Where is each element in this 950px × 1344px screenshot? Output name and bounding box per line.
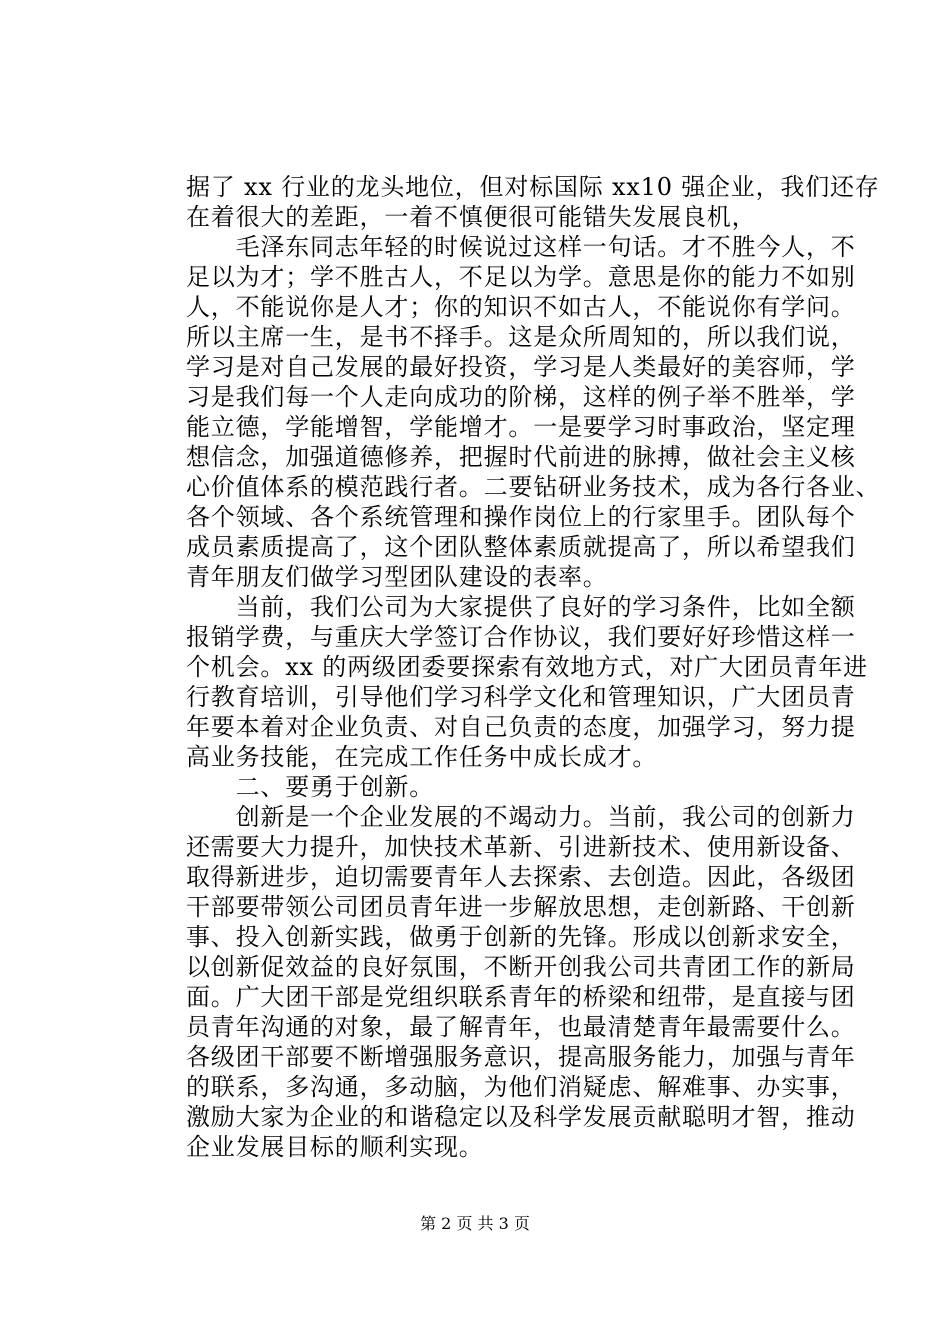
text-line: 成员素质提高了，这个团队整体素质就提高了，所以希望我们 — [186, 533, 856, 561]
text-line: 足以为才；学不胜古人，不足以为学。意思是你的能力不如别 — [186, 263, 856, 291]
text-line: 习是我们每一个人走向成功的阶梯，这样的例子举不胜举，学 — [186, 383, 856, 411]
text-line: 想信念，加强道德修养，把握时代前进的脉搏，做社会主义核 — [186, 443, 856, 471]
text-line: 行教育培训，引导他们学习科学文化和管理知识，广大团员青 — [186, 683, 856, 711]
text-line: 面。广大团干部是党组织联系青年的桥梁和纽带，是直接与团 — [186, 983, 856, 1011]
text-line: 还需要大力提升，加快技术革新、引进新技术、使用新设备、 — [186, 833, 856, 861]
text-line: 取得新进步，迫切需要青年人去探索、去创造。因此，各级团 — [186, 863, 856, 891]
text-line: 人，不能说你是人才；你的知识不如古人，不能说你有学问。 — [186, 293, 856, 321]
text-line: 干部要带领公司团员青年进一步解放思想，走创新路、干创新 — [186, 893, 856, 921]
text-line: 各个领域、各个系统管理和操作岗位上的行家里手。团队每个 — [186, 503, 856, 531]
text-line: 当前，我们公司为大家提供了良好的学习条件，比如全额 — [186, 593, 856, 621]
section-heading: 二、要勇于创新。 — [186, 773, 434, 801]
body-text — [186, 172, 881, 1162]
text-line: 高业务技能，在完成工作任务中成长成才。 — [186, 743, 658, 771]
text-line: 报销学费，与重庆大学签订合作协议，我们要好好珍惜这样一 — [186, 623, 856, 651]
text-line: 个机会。xx 的两级团委要探索有效地方式，对广大团员青年进 — [186, 653, 868, 681]
text-line: 青年朋友们做学习型团队建设的表率。 — [186, 563, 608, 591]
text-line: 事、投入创新实践，做勇于创新的先锋。形成以创新求安全， — [186, 923, 856, 951]
text-line: 年要本着对企业负责、对自己负责的态度，加强学习，努力提 — [186, 713, 856, 741]
text-line: 毛泽东同志年轻的时候说过这样一句话。才不胜今人，不 — [186, 233, 856, 261]
text-line: 员青年沟通的对象，最了解青年，也最清楚青年最需要什么。 — [186, 1013, 856, 1041]
text-line: 的联系，多沟通，多动脑，为他们消疑虑、解难事、办实事， — [186, 1073, 856, 1101]
text-line: 激励大家为企业的和谐稳定以及科学发展贡献聪明才智，推动 — [186, 1103, 856, 1131]
text-line: 各级团干部要不断增强服务意识，提高服务能力，加强与青年 — [186, 1043, 856, 1071]
text-line: 以创新促效益的良好氛围，不断开创我公司共青团工作的新局 — [186, 953, 856, 981]
text-line: 心价值体系的模范践行者。二要钻研业务技术，成为各行各业、 — [186, 473, 881, 501]
text-line: 创新是一个企业发展的不竭动力。当前，我公司的创新力 — [186, 803, 856, 831]
text-line: 在着很大的差距，一着不慎便很可能错失发展良机， — [186, 203, 757, 231]
text-line: 所以主席一生，是书不择手。这是众所周知的，所以我们说， — [186, 323, 856, 351]
text-line: 学习是对自己发展的最好投资，学习是人类最好的美容师，学 — [186, 353, 856, 381]
page-number-footer: 第 2 页 共 3 页 — [420, 1214, 530, 1233]
text-line: 能立德，学能增智，学能增才。一是要学习时事政治，坚定理 — [186, 413, 856, 441]
text-line: 据了 xx 行业的龙头地位，但对标国际 xx10 强企业，我们还存 — [186, 173, 880, 201]
text-line: 企业发展目标的顺利实现。 — [186, 1133, 484, 1161]
